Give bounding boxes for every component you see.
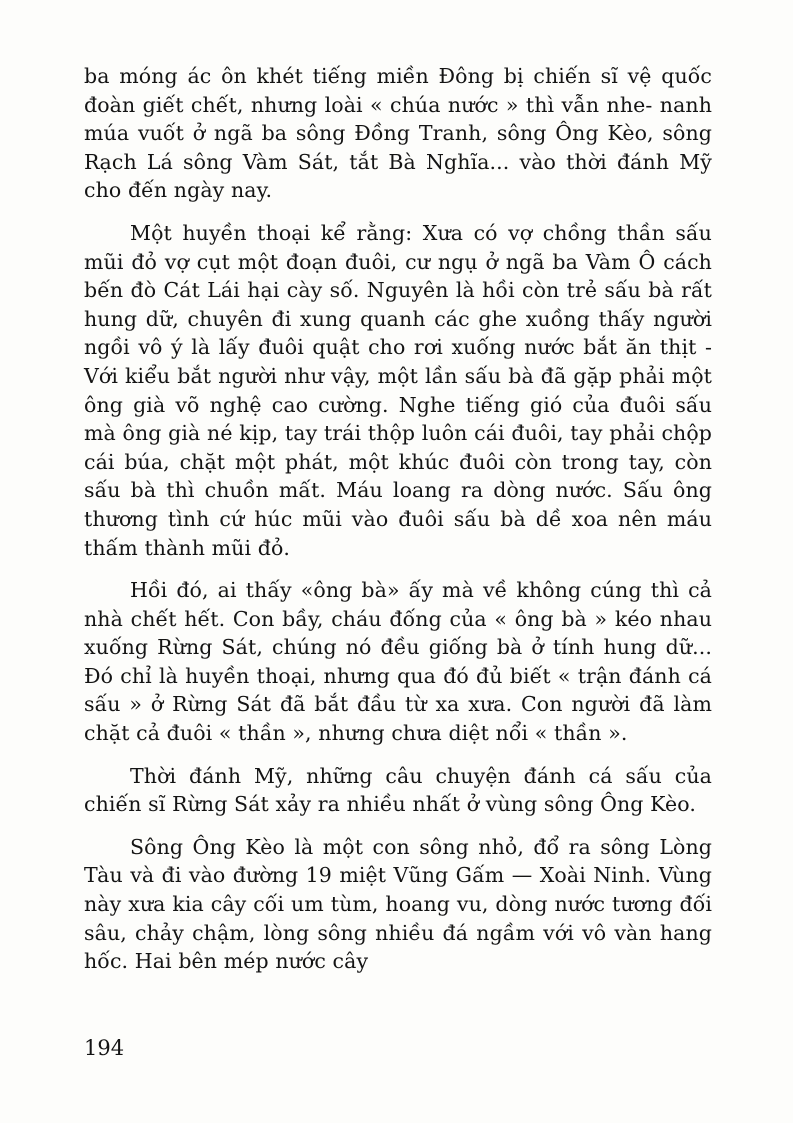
paragraph-1: ba móng ác ôn khét tiếng miền Đông bị chiến sĩ vệ quốc đoàn giết chết, nhưng loài « chúa nước » thì vẫn nhe- nanh múa vuốt ở ngã ba sông Đồng Tranh, sông Ông Kèo, sông Rạch Lá sông Vàm Sát, tắt Bà Nghĩa... vào thời đánh Mỹ cho đến ngày nay.: [84, 64, 712, 203]
body-text: [84, 62, 712, 976]
paragraph-5: Sông Ông Kèo là một con sông nhỏ, đổ ra sông Lòng Tàu và đi vào đường 19 miệt Vũng Gấm — Xoài Ninh. Vùng này xưa kia cây cối um tùm, hoang vu, dòng nước tương đối sâu, chảy chậm, lòng sông nhiều đá ngầm với vô vàn hang hốc. Hai bên mép nước cây: [84, 834, 712, 974]
paragraph-2: Một huyền thoại kể rằng: Xưa có vợ chồng thần sấu mũi đỏ vợ cụt một đoạn đuôi, cư ngụ ở ngã ba Vàm Ô cách bến đò Cát Lái hại cày số. Nguyên là hồi còn trẻ sấu bà rất hung dữ, chuyên đi xung quanh các ghe xuồng thấy người ngồi vô ý là lấy đuôi quật cho rơi xuống nước bắt ăn thịt -Với kiểu bắt người như vậy, một lần sấu bà đã gặp phải một ông già võ nghệ cao cường. Nghe tiếng gió của đuôi sấu mà ông già né kịp, tay trái thộp luôn cái đuôi, tay phải chộp cái búa, chặt một phát, một khúc đuôi còn trong tay, còn sấu bà thì chuồn mất. Máu loang ra dòng nước. Sấu ông thương tình cứ húc mũi vào đuôi sấu bà dề xoa nên máu thấm thành mũi đỏ.: [84, 220, 712, 560]
page-number: 194: [84, 1036, 125, 1060]
paragraph-3: Hồi đó, ai thấy «ông bà» ấy mà về không cúng thì cả nhà chết hết. Con bầy, cháu đống của « ông bà » kéo nhau xuống Rừng Sát, chúng nó đều giống bà ở tính hung dữ... Đó chỉ là huyền thoại, nhưng qua đó đủ biết « trận đánh cá sấu » ở Rừng Sát đã bắt đầu từ xa xưa. Con người đã làm chặt cả đuôi « thần », nhưng chưa diệt nổi « thần ».: [84, 578, 712, 746]
paragraph-4: Thời đánh Mỹ, những câu chuyện đánh cá sấu của chiến sĩ Rừng Sát xảy ra nhiều nhất ở vùng sông Ông Kèo.: [84, 763, 712, 817]
